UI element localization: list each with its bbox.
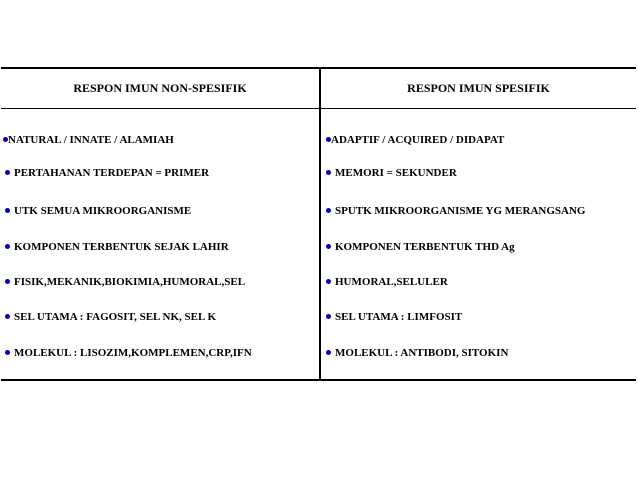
list-item: NATURAL / INNATE / ALAMIAH xyxy=(3,134,174,146)
list-item: ADAPTIF / ACQUIRED / DIDAPAT xyxy=(326,134,504,146)
list-item: KOMPONEN TERBENTUK SEJAK LAHIR xyxy=(5,241,229,253)
list-item: SEL UTAMA : FAGOSIT, SEL NK, SEL K xyxy=(5,311,216,323)
bullet-icon xyxy=(5,244,10,249)
header-specific: RESPON IMUN SPESIFIK xyxy=(407,81,550,95)
bullet-icon xyxy=(5,170,10,175)
column-divider xyxy=(319,69,321,379)
bullet-icon xyxy=(326,279,331,284)
bullet-icon xyxy=(5,279,10,284)
list-item: UTK SEMUA MIKROORGANISME xyxy=(5,205,191,217)
list-item: MOLEKUL : ANTIBODI, SITOKIN xyxy=(326,347,508,359)
list-item: FISIK,MEKANIK,BIOKIMIA,HUMORAL,SEL xyxy=(5,276,245,288)
bullet-icon xyxy=(326,208,331,213)
list-item: HUMORAL,SELULER xyxy=(326,276,448,288)
list-item: PERTAHANAN TERDEPAN = PRIMER xyxy=(5,167,209,179)
bullet-icon xyxy=(5,314,10,319)
comparison-table xyxy=(1,67,636,381)
bullet-icon xyxy=(5,208,10,213)
list-item: MEMORI = SEKUNDER xyxy=(326,167,457,179)
bullet-icon xyxy=(326,244,331,249)
bullet-icon xyxy=(326,314,331,319)
bullet-icon xyxy=(326,137,331,142)
bullet-icon xyxy=(326,350,331,355)
list-item: KOMPONEN TERBENTUK THD Ag xyxy=(326,241,515,253)
bullet-icon xyxy=(3,137,8,142)
list-item: SPUTK MIKROORGANISME YG MERANGSANG xyxy=(326,205,585,217)
bullet-icon xyxy=(5,350,10,355)
list-item: MOLEKUL : LISOZIM,KOMPLEMEN,CRP,IFN xyxy=(5,347,252,359)
list-item: SEL UTAMA : LIMFOSIT xyxy=(326,311,462,323)
header-non-specific: RESPON IMUN NON-SPESIFIK xyxy=(73,81,247,95)
bullet-icon xyxy=(326,170,331,175)
